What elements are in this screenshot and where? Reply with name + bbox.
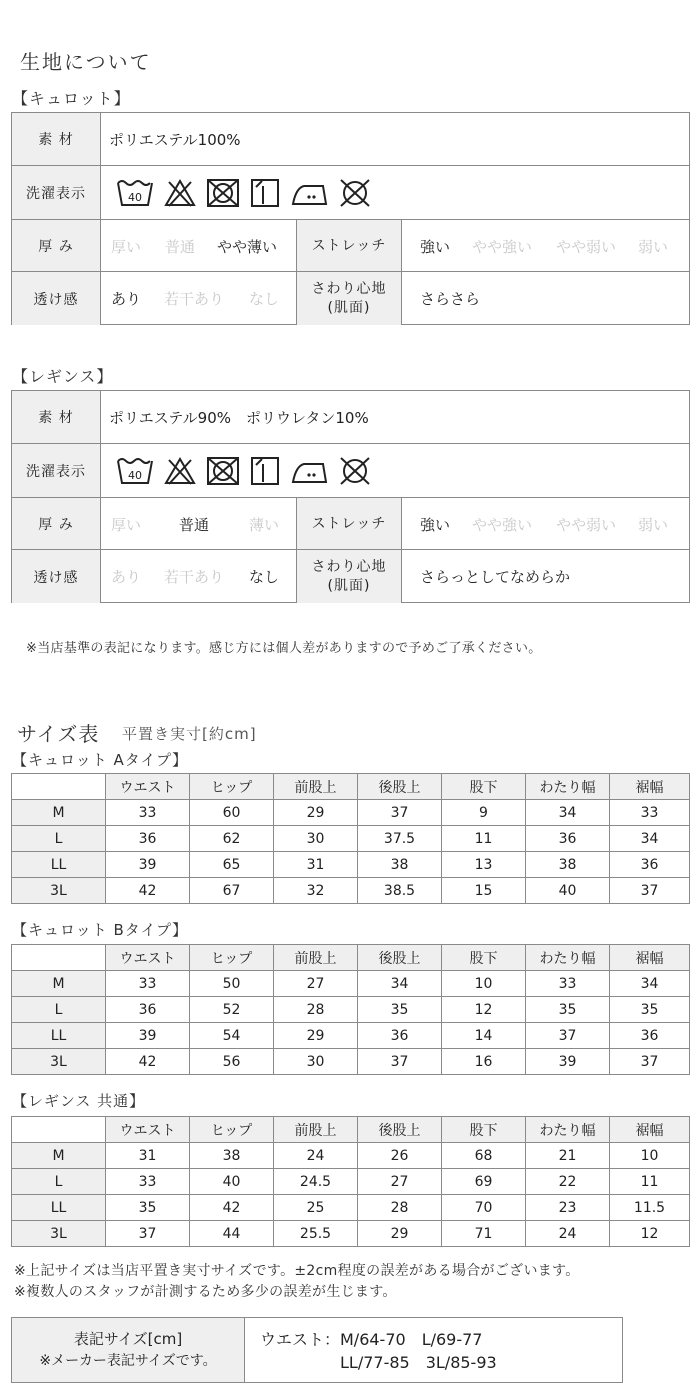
no-tumble-dry-icon [206, 456, 240, 486]
care-label: 洗濯表示 [12, 444, 101, 498]
thickness-label: 厚 み [12, 220, 101, 272]
measurement-cell: 12 [610, 1221, 690, 1247]
measurement-cell: 54 [190, 1023, 274, 1049]
leggings-section-title: 【レギンス】 [12, 367, 114, 386]
measurement-cell: 23 [526, 1195, 610, 1221]
table-row [12, 1023, 690, 1049]
measurement-cell: 33 [610, 800, 690, 826]
care-icons [116, 444, 372, 498]
size-label-cell: LL [12, 1023, 106, 1049]
measurement-cell: 32 [274, 878, 358, 904]
column-header: 股下 [442, 945, 526, 971]
measurement-cell: 25 [274, 1195, 358, 1221]
column-header: わたり幅 [526, 774, 610, 800]
measurement-cell: 31 [106, 1143, 190, 1169]
table-row [12, 1221, 690, 1247]
measurement-cell: 36 [610, 852, 690, 878]
care-label: 洗濯表示 [12, 166, 101, 220]
column-header: 後股上 [358, 945, 442, 971]
material-label: 素 材 [12, 391, 101, 443]
measurement-cell: 35 [106, 1195, 190, 1221]
table-header-row [12, 774, 690, 800]
measurement-cell: 30 [274, 1049, 358, 1075]
measurement-cell: 71 [442, 1221, 526, 1247]
measurement-cell: 24.5 [274, 1169, 358, 1195]
measurement-cell: 39 [106, 852, 190, 878]
measurement-cell: 67 [190, 878, 274, 904]
measurement-cell: 35 [526, 997, 610, 1023]
thickness-option-1: 普通 [179, 515, 210, 534]
sheer-label: 透け感 [12, 550, 101, 603]
measurement-cell: 15 [442, 878, 526, 904]
measurement-cell: 10 [610, 1143, 690, 1169]
material-label: 素 材 [12, 113, 101, 165]
stretch-option-1: やや強い [472, 515, 533, 534]
no-dry-clean-icon [338, 456, 372, 486]
measurement-cell: 50 [190, 971, 274, 997]
measurement-cell: 36 [526, 826, 610, 852]
measurement-cell: 24 [274, 1143, 358, 1169]
stretch-option-0: 強い [420, 237, 451, 256]
column-header: 裾幅 [610, 1117, 690, 1143]
thickness-option-1: 普通 [165, 237, 196, 256]
stretch-option-1: やや強い [472, 237, 533, 256]
column-header: ウエスト [106, 774, 190, 800]
touch-label-line2: (肌面) [327, 577, 371, 594]
touch-value: さらさら [420, 290, 481, 308]
column-header: 後股上 [358, 774, 442, 800]
stretch-label [296, 220, 402, 272]
measurement-cell: 37 [526, 1023, 610, 1049]
no-dry-clean-icon [338, 178, 372, 208]
measurement-cell: 68 [442, 1143, 526, 1169]
measurement-cell: 37 [610, 1049, 690, 1075]
table-row [12, 971, 690, 997]
stretch-option-2: やや弱い [556, 515, 617, 534]
size-subheading: 平置き実寸[約cm] [122, 725, 257, 743]
table-row [12, 1049, 690, 1075]
thickness-option-2: 薄い [249, 515, 280, 534]
size-note-2: ※複数人のスタッフが計測するため多少の誤差が生じます。 [14, 1284, 397, 1300]
care-row [12, 165, 689, 220]
size-table-leggings [11, 1116, 690, 1247]
table-row [12, 1195, 690, 1221]
measurement-cell: 28 [274, 997, 358, 1023]
measurement-cell: 29 [274, 1023, 358, 1049]
measurement-cell: 16 [442, 1049, 526, 1075]
measurement-cell: 33 [526, 971, 610, 997]
column-header: 前股上 [274, 945, 358, 971]
measurement-cell: 27 [274, 971, 358, 997]
size-label-cell: L [12, 997, 106, 1023]
column-header: わたり幅 [526, 1117, 610, 1143]
svg-text:40: 40 [128, 191, 142, 204]
column-header: 前股上 [274, 774, 358, 800]
measurement-cell: 22 [526, 1169, 610, 1195]
sheer-row [12, 271, 689, 325]
measurement-cell: 37 [358, 1049, 442, 1075]
table-header-row [12, 945, 690, 971]
material-value: ポリエステル90% ポリウレタン10% [109, 408, 369, 427]
measurement-cell: 34 [358, 971, 442, 997]
table-row [12, 878, 690, 904]
iron-low-icon [290, 456, 328, 486]
leggings-fabric-table [11, 390, 690, 603]
label-size-label [12, 1318, 245, 1382]
measurement-cell: 42 [106, 1049, 190, 1075]
fabric-heading: 生地について [20, 50, 152, 74]
column-header: 股下 [442, 774, 526, 800]
measurement-cell: 56 [190, 1049, 274, 1075]
measurement-cell: 36 [610, 1023, 690, 1049]
column-header: ウエスト [106, 1117, 190, 1143]
table-row [12, 1169, 690, 1195]
care-icons [116, 166, 372, 220]
measurement-cell: 31 [274, 852, 358, 878]
sheer-option-2: なし [249, 290, 280, 308]
measurement-cell: 44 [190, 1221, 274, 1247]
label-size-label-2: ※メーカー表記サイズです。 [39, 1353, 217, 1369]
measurement-cell: 21 [526, 1143, 610, 1169]
measurement-cell: 12 [442, 997, 526, 1023]
stretch-option-0: 強い [420, 515, 451, 534]
thickness-row [12, 219, 689, 272]
measurement-cell: 37.5 [358, 826, 442, 852]
measurement-cell: 36 [106, 826, 190, 852]
stretch-label [296, 498, 402, 550]
measurement-cell: 35 [610, 997, 690, 1023]
touch-label-line1: さわり心地 [311, 280, 387, 297]
sheer-row [12, 549, 689, 603]
touch-label [296, 272, 402, 325]
measurement-cell: 37 [610, 878, 690, 904]
measurement-cell: 14 [442, 1023, 526, 1049]
size-label-cell: L [12, 1169, 106, 1195]
measurement-cell: 69 [442, 1169, 526, 1195]
table-row [12, 1143, 690, 1169]
measurement-cell: 52 [190, 997, 274, 1023]
sheer-option-1: 若干あり [164, 290, 225, 308]
culotte-section-title: 【キュロット】 [12, 89, 131, 108]
size-label-cell: 3L [12, 878, 106, 904]
size-table-culotte-b [11, 944, 690, 1075]
line-dry-icon [250, 178, 280, 208]
size-label-cell: LL [12, 852, 106, 878]
material-value: ポリエステル100% [109, 130, 241, 149]
no-bleach-icon [164, 456, 196, 486]
size-label-cell: LL [12, 1195, 106, 1221]
column-header [12, 774, 106, 800]
measurement-cell: 62 [190, 826, 274, 852]
table-header-row [12, 1117, 690, 1143]
stretch-label-text: ストレッチ [311, 515, 387, 532]
measurement-cell: 40 [190, 1169, 274, 1195]
measurement-cell: 35 [358, 997, 442, 1023]
sheer-option-1: 若干あり [164, 568, 225, 586]
measurement-cell: 29 [274, 800, 358, 826]
measurement-cell: 10 [442, 971, 526, 997]
label-size-value-line2: LL/77-85 3L/85-93 [260, 1353, 497, 1372]
touch-value: さらっとしてなめらか [420, 568, 571, 586]
measurement-cell: 38 [526, 852, 610, 878]
column-header: 前股上 [274, 1117, 358, 1143]
measurement-cell: 33 [106, 800, 190, 826]
column-header: ヒップ [190, 774, 274, 800]
size-label-cell: M [12, 971, 106, 997]
measurement-cell: 33 [106, 971, 190, 997]
table-row [12, 997, 690, 1023]
measurement-cell: 33 [106, 1169, 190, 1195]
measurement-cell: 9 [442, 800, 526, 826]
size-table-a-title: 【キュロット Aタイプ】 [12, 751, 189, 769]
measurement-cell: 29 [358, 1221, 442, 1247]
size-heading: サイズ表 [17, 722, 100, 746]
measurement-cell: 34 [526, 800, 610, 826]
sheer-label: 透け感 [12, 272, 101, 325]
material-row [12, 391, 689, 443]
size-table-b-title: 【キュロット Bタイプ】 [12, 921, 189, 939]
care-row [12, 443, 689, 498]
measurement-cell: 26 [358, 1143, 442, 1169]
wash-40-icon [116, 456, 154, 486]
size-label-cell: L [12, 826, 106, 852]
measurement-cell: 70 [442, 1195, 526, 1221]
thickness-label: 厚 み [12, 498, 101, 550]
column-header: ヒップ [190, 1117, 274, 1143]
measurement-cell: 65 [190, 852, 274, 878]
table-row [12, 800, 690, 826]
table-row [12, 852, 690, 878]
column-header: ヒップ [190, 945, 274, 971]
culotte-fabric-table [11, 112, 690, 325]
measurement-cell: 60 [190, 800, 274, 826]
material-row [12, 113, 689, 165]
stretch-option-3: 弱い [638, 515, 669, 534]
column-header: 後股上 [358, 1117, 442, 1143]
measurement-cell: 36 [106, 997, 190, 1023]
column-header: 裾幅 [610, 945, 690, 971]
measurement-cell: 34 [610, 826, 690, 852]
measurement-cell: 24 [526, 1221, 610, 1247]
measurement-cell: 38 [358, 852, 442, 878]
size-label-cell: 3L [12, 1221, 106, 1247]
measurement-cell: 13 [442, 852, 526, 878]
column-header [12, 1117, 106, 1143]
svg-text:40: 40 [128, 469, 142, 482]
size-table-culotte-a [11, 773, 690, 904]
measurement-cell: 30 [274, 826, 358, 852]
size-label-cell: 3L [12, 1049, 106, 1075]
line-dry-icon [250, 456, 280, 486]
thickness-row [12, 497, 689, 550]
stretch-option-3: 弱い [638, 237, 669, 256]
measurement-cell: 28 [358, 1195, 442, 1221]
measurement-cell: 39 [106, 1023, 190, 1049]
measurement-cell: 39 [526, 1049, 610, 1075]
column-header [12, 945, 106, 971]
thickness-option-2: やや薄い [217, 237, 278, 256]
iron-low-icon [290, 178, 328, 208]
measurement-cell: 36 [358, 1023, 442, 1049]
measurement-cell: 37 [106, 1221, 190, 1247]
wash-40-icon [116, 178, 154, 208]
measurement-cell: 38.5 [358, 878, 442, 904]
measurement-cell: 42 [190, 1195, 274, 1221]
no-bleach-icon [164, 178, 196, 208]
thickness-option-0: 厚い [111, 515, 142, 534]
touch-label-line1: さわり心地 [311, 558, 387, 575]
measurement-cell: 37 [358, 800, 442, 826]
column-header: 股下 [442, 1117, 526, 1143]
size-note-1: ※上記サイズは当店平置き実寸サイズです。±2cm程度の誤差がある場合がございます。 [14, 1263, 580, 1279]
size-label-cell: M [12, 800, 106, 826]
measurement-cell: 11 [610, 1169, 690, 1195]
measurement-cell: 11 [442, 826, 526, 852]
fabric-note: ※当店基準の表記になります。感じ方には個人差がありますので予めご了承ください。 [26, 641, 542, 656]
thickness-option-0: 厚い [111, 237, 142, 256]
touch-label [296, 550, 402, 603]
column-header: ウエスト [106, 945, 190, 971]
measurement-cell: 11.5 [610, 1195, 690, 1221]
sheer-option-2: なし [249, 568, 280, 586]
measurement-cell: 38 [190, 1143, 274, 1169]
stretch-option-2: やや弱い [556, 237, 617, 256]
measurement-cell: 42 [106, 878, 190, 904]
sheer-option-0: あり [111, 290, 142, 308]
label-size-value [260, 1328, 497, 1374]
no-tumble-dry-icon [206, 178, 240, 208]
measurement-cell: 27 [358, 1169, 442, 1195]
measurement-cell: 25.5 [274, 1221, 358, 1247]
column-header: わたり幅 [526, 945, 610, 971]
table-row [12, 826, 690, 852]
column-header: 裾幅 [610, 774, 690, 800]
stretch-label-text: ストレッチ [311, 237, 387, 254]
measurement-cell: 40 [526, 878, 610, 904]
size-label-cell: M [12, 1143, 106, 1169]
label-size-box [11, 1317, 623, 1383]
sheer-option-0: あり [111, 568, 142, 586]
touch-label-line2: (肌面) [327, 299, 371, 316]
label-size-label-1: 表記サイズ[cm] [73, 1330, 183, 1348]
label-size-value-line1: ウエスト：M/64-70 L/69-77 [260, 1330, 483, 1349]
size-table-leggings-title: 【レギンス 共通】 [12, 1092, 146, 1110]
measurement-cell: 34 [610, 971, 690, 997]
